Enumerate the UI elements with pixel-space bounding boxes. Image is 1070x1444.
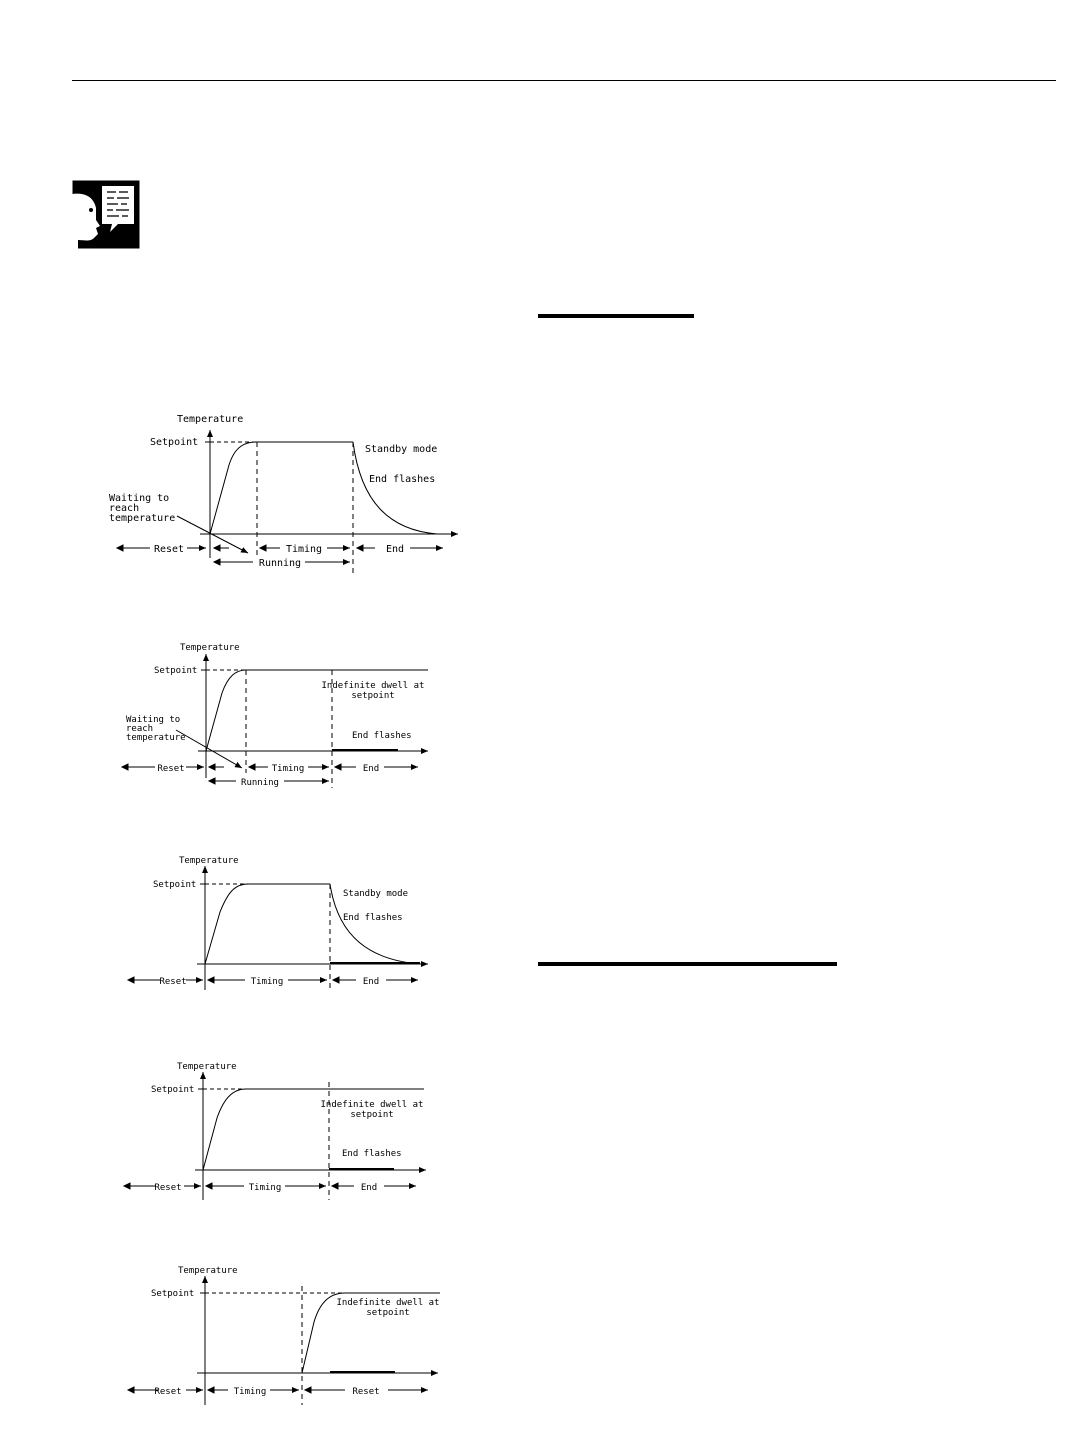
waiting-label: temperature — [126, 733, 186, 743]
waiting-label: temperature — [109, 513, 176, 524]
phase-label: Timing — [271, 764, 305, 774]
running-label: Running — [241, 778, 279, 788]
phase-label: End — [360, 1183, 378, 1193]
setpoint-label: Setpoint — [154, 666, 198, 676]
y-axis-label: Temperature — [180, 643, 240, 653]
setpoint-label: Setpoint — [153, 880, 197, 890]
timing-diagram-3 — [120, 852, 440, 992]
note-label: setpoint — [351, 691, 395, 701]
y-axis-label: Temperature — [177, 1062, 237, 1072]
phase-label: Timing — [248, 1183, 282, 1193]
timing-diagram-1 — [105, 408, 465, 573]
phase-label: Timing — [250, 977, 284, 987]
note-label: Standby mode — [343, 889, 409, 899]
phase-label: Reset — [154, 1387, 182, 1397]
note-label: End flashes — [352, 731, 412, 741]
note-label: Indefinite dwell at — [320, 1100, 424, 1110]
section-divider — [538, 962, 837, 966]
note-label: Standby mode — [365, 444, 438, 455]
note-label: End flashes — [343, 913, 403, 923]
y-axis-label: Temperature — [178, 1266, 238, 1276]
phase-label: End — [362, 977, 380, 987]
phase-label: End — [362, 764, 380, 774]
speaking-head-icon — [72, 180, 140, 249]
setpoint-label: Setpoint — [150, 437, 199, 448]
header-rule — [72, 80, 1056, 81]
phase-label: Reset — [157, 764, 185, 774]
phase-label: Timing — [233, 1387, 267, 1397]
section-divider — [538, 314, 694, 318]
waiting-label: Waiting to — [126, 715, 181, 725]
phase-label: Timing — [285, 544, 323, 555]
phase-label: Reset — [154, 1183, 182, 1193]
phase-label: Reset — [352, 1387, 380, 1397]
setpoint-label: Setpoint — [151, 1289, 195, 1299]
phase-label: Reset — [153, 544, 185, 555]
note-label: Indefinite dwell at — [336, 1298, 440, 1308]
timing-diagram-5 — [120, 1262, 445, 1407]
note-label: End flashes — [369, 474, 436, 485]
phase-label: End — [385, 544, 405, 555]
setpoint-label: Setpoint — [151, 1085, 195, 1095]
running-label: Running — [258, 558, 302, 569]
y-axis-label: Temperature — [179, 856, 239, 866]
note-label: End flashes — [342, 1149, 402, 1159]
phase-label: Reset — [159, 977, 187, 987]
y-axis-label: Temperature — [177, 414, 244, 425]
timing-diagram-4 — [118, 1058, 438, 1203]
timing-diagram-2 — [118, 638, 438, 788]
waiting-label: Waiting to — [109, 493, 170, 504]
waiting-label: reach — [126, 724, 154, 734]
note-label: Indefinite dwell at — [321, 681, 425, 691]
note-label: setpoint — [350, 1110, 394, 1120]
note-label: setpoint — [366, 1308, 410, 1318]
waiting-label: reach — [109, 503, 140, 514]
